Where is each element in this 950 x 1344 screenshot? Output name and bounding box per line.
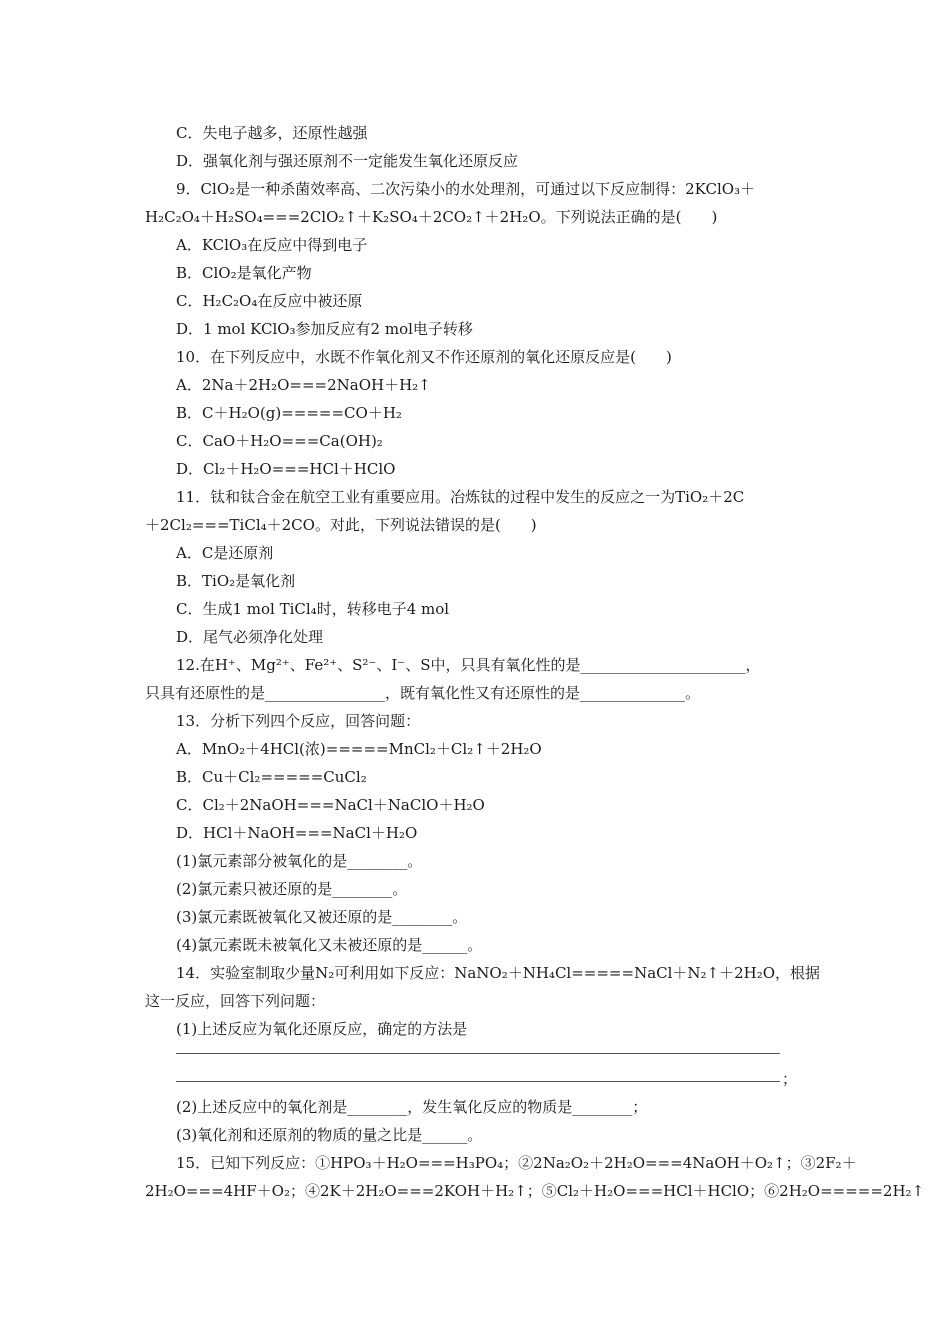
q10-option-a: A．2Na＋2H₂O===2NaOH＋H₂↑: [176, 376, 431, 394]
q15-stem-line2: 2H₂O===4HF＋O₂；④2K＋2H₂O===2KOH＋H₂↑；⑤Cl₂＋H₂O===HCl＋HClO；⑥2H₂O=====2H₂↑: [145, 1182, 925, 1200]
q13-sub3: (3)氯元素既被氧化又被还原的是________。: [176, 908, 468, 926]
q8-option-c: C．失电子越多，还原性越强: [176, 124, 368, 142]
q14-sub3: (3)氧化剂和还原剂的物质的量之比是______。: [176, 1126, 483, 1144]
q13-sub2: (2)氯元素只被还原的是________。: [176, 880, 408, 898]
q10-option-c: C．CaO＋H₂O===Ca(OH)₂: [176, 432, 383, 450]
q13-reaction-a: A．MnO₂＋4HCl(浓)=====MnCl₂＋Cl₂↑＋2H₂O: [176, 740, 542, 758]
q11-stem-line1: 11．钛和钛合金在航空工业有重要应用。冶炼钛的过程中发生的反应之一为TiO₂＋2C: [176, 488, 745, 506]
q10-stem: 10．在下列反应中，水既不作氧化剂又不作还原剂的氧化还原反应是( ): [176, 348, 672, 366]
q11-stem-line2: ＋2Cl₂===TiCl₄＋2CO。对此，下列说法错误的是( ): [145, 516, 537, 534]
q12-stem-line2: 只具有还原性的是________________，既有氧化性又有还原性的是______________。: [145, 684, 701, 702]
q14-sub1: (1)上述反应为氧化还原反应，确定的方法是: [176, 1020, 468, 1038]
q9-option-c: C．H₂C₂O₄在反应中被还原: [176, 292, 363, 310]
q13-reaction-b: B．Cu＋Cl₂=====CuCl₂: [176, 768, 367, 786]
q14-sub2: (2)上述反应中的氧化剂是________，发生氧化反应的物质是________；: [176, 1098, 648, 1116]
answer-blank-line: [176, 1053, 780, 1054]
q11-option-c: C．生成1 mol TiCl₄时，转移电子4 mol: [176, 600, 450, 618]
q11-option-b: B．TiO₂是氧化剂: [176, 572, 296, 590]
answer-blank-line: [176, 1081, 780, 1082]
q9-stem-line2: H₂C₂O₄＋H₂SO₄===2ClO₂↑＋K₂SO₄＋2CO₂↑＋2H₂O。下列说法正确的是( ): [145, 208, 718, 226]
q13-sub1: (1)氯元素部分被氧化的是________。: [176, 852, 423, 870]
q14-stem-line2: 这一反应，回答下列问题：: [145, 992, 326, 1010]
q10-option-b: B．C＋H₂O(g)=====CO＋H₂: [176, 404, 402, 422]
q8-option-d: D．强氧化剂与强还原剂不一定能发生氧化还原反应: [176, 152, 519, 170]
q14-stem-line1: 14．实验室制取少量N₂可利用如下反应：NaNO₂＋NH₄Cl=====NaCl＋N₂↑＋2H₂O，根据: [176, 964, 821, 982]
q9-option-a: A．KClO₃在反应中得到电子: [176, 236, 368, 254]
q13-sub4: (4)氯元素既未被氧化又未被还原的是______。: [176, 936, 483, 954]
q13-reaction-d: D．HCl＋NaOH===NaCl＋H₂O: [176, 824, 418, 842]
q9-option-d: D．1 mol KClO₃参加反应有2 mol电子转移: [176, 320, 473, 338]
q13-reaction-c: C．Cl₂＋2NaOH===NaCl＋NaClO＋H₂O: [176, 796, 485, 814]
q10-option-d: D．Cl₂＋H₂O===HCl＋HClO: [176, 460, 396, 478]
q9-stem-line1: 9．ClO₂是一种杀菌效率高、二次污染小的水处理剂，可通过以下反应制得：2KClO₃＋: [176, 180, 756, 198]
q13-stem: 13．分析下列四个反应，回答问题：: [176, 712, 421, 730]
q15-stem-line1: 15．已知下列反应：①HPO₃＋H₂O===H₃PO₄；②2Na₂O₂＋2H₂O===4NaOH＋O₂↑；③2F₂＋: [176, 1154, 857, 1172]
q14-sub1-end-mark: ；: [782, 1070, 798, 1088]
q12-stem-line1: 12.在H⁺、Mg²⁺、Fe²⁺、S²⁻、I⁻、S中，只具有氧化性的是______________________，: [176, 656, 761, 674]
q9-option-b: B．ClO₂是氧化产物: [176, 264, 312, 282]
q11-option-d: D．尾气必须净化处理: [176, 628, 324, 646]
q11-option-a: A．C是还原剂: [176, 544, 274, 562]
